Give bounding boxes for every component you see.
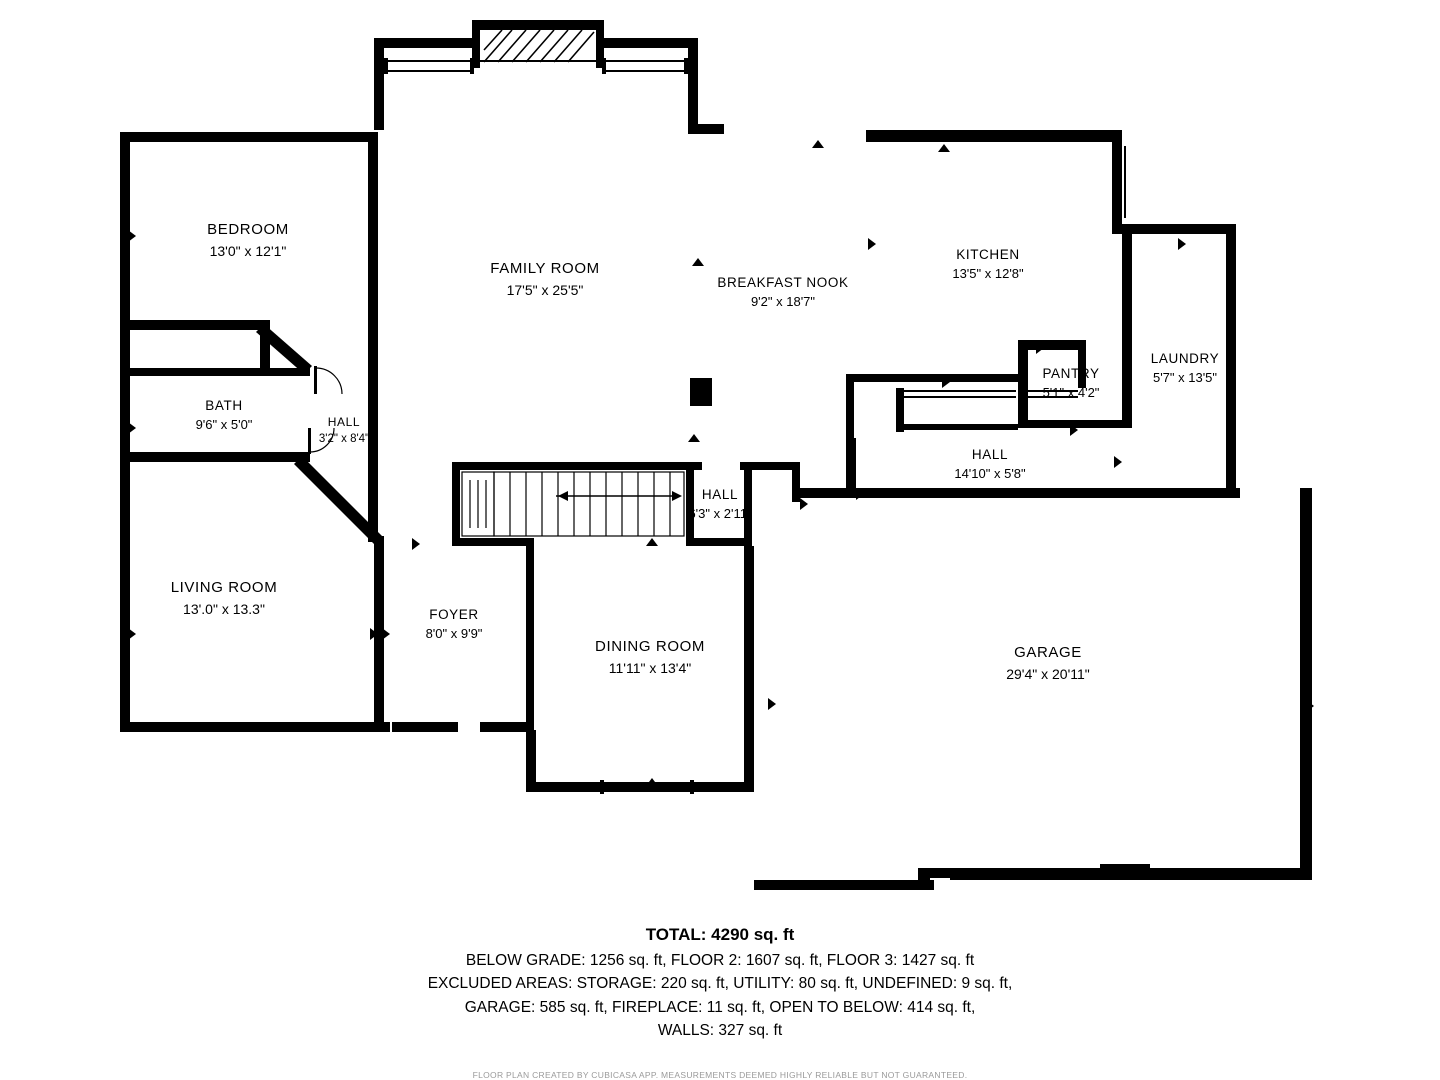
room-dimensions: 13'0" x 12'1" — [209, 242, 287, 259]
room-dimensions: 17'5" x 25'5" — [506, 281, 584, 298]
room-dimensions: 11'11" x 13'4" — [608, 659, 692, 676]
room-name: KITCHEN — [956, 246, 1020, 262]
room-dimensions: 9'2" x 18'7" — [750, 293, 816, 309]
plan-credit: FLOOR PLAN CREATED BY CUBICASA APP. MEASUREMENTS DEEMED HIGHLY RELIABLE BUT NOT GUARANTEED. — [472, 1070, 968, 1080]
room-dimensions: 13'5" x 12'8" — [952, 265, 1024, 281]
room-dimensions: 29'4" x 20'11" — [1006, 665, 1090, 682]
room-dimensions: 5'1" x 4'2" — [1042, 384, 1100, 400]
summary-line-1: BELOW GRADE: 1256 sq. ft, FLOOR 2: 1607 sq. ft, FLOOR 3: 1427 sq. ft — [465, 952, 975, 969]
room-name: DINING ROOM — [595, 637, 705, 655]
room-name: HALL — [971, 446, 1009, 462]
room-name: PANTRY — [1042, 365, 1100, 381]
room-name: BATH — [205, 397, 243, 413]
room-dimensions: 9'6" x 5'0" — [195, 416, 253, 432]
total-area: TOTAL: 4290 sq. ft — [645, 925, 795, 944]
room-dimensions: 8'0" x 9'9" — [425, 625, 483, 641]
room-name: FOYER — [429, 606, 479, 622]
summary-line-4: WALLS: 327 sq. ft — [657, 1021, 783, 1039]
room-name: HALL — [701, 486, 739, 502]
area-summary — [0, 925, 1440, 1042]
room-dimensions: 5'7" x 13'5" — [1152, 369, 1218, 385]
room-name: LIVING ROOM — [170, 578, 278, 596]
room-name: HALL — [327, 414, 361, 429]
room-dimensions: 3'2" x 8'4" — [318, 433, 370, 446]
room-dimensions: 14'10" x 5'8" — [954, 465, 1026, 481]
summary-line-2: EXCLUDED AREAS: STORAGE: 220 sq. ft, UTILITY: 80 sq. ft, UNDEFINED: 9 sq. ft, — [427, 975, 1013, 993]
room-name: FAMILY ROOM — [490, 259, 600, 277]
room-name: BREAKFAST NOOK — [717, 274, 849, 290]
room-dimensions: 6'3" x 2'11" — [688, 505, 752, 521]
room-name: BEDROOM — [207, 220, 289, 238]
room-name: GARAGE — [1014, 643, 1082, 661]
summary-line-3: GARAGE: 585 sq. ft, FIREPLACE: 11 sq. ft, OPEN TO BELOW: 414 sq. ft, — [464, 998, 976, 1016]
room-dimensions: 13'.0" x 13.3" — [183, 600, 265, 617]
room-name: LAUNDRY — [1150, 350, 1220, 366]
walls-layer — [120, 20, 1314, 890]
